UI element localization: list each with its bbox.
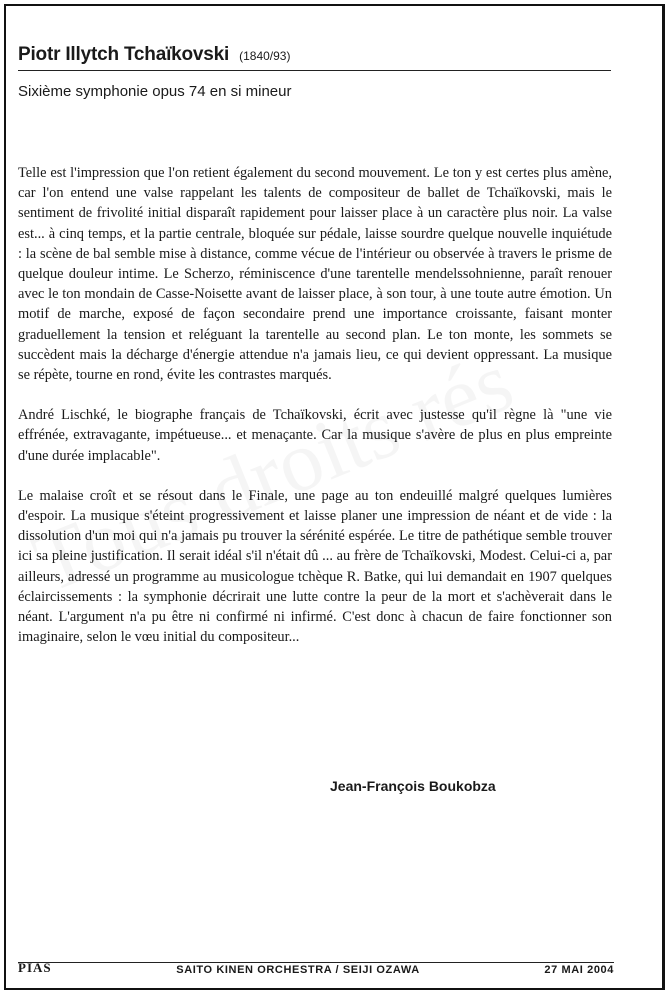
body-text xyxy=(18,163,612,667)
footer-orchestra: SAITO KINEN ORCHESTRA / SEIJI OZAWA xyxy=(176,964,420,976)
pias-logo: PIAS xyxy=(18,960,52,975)
author-signature: Jean-François Boukobza xyxy=(330,778,496,794)
paragraph-2: André Lischké, le biographe français de Tchaïkovski, écrit avec justesse qu'il règne là "une vie effrénée, extravagante, impétueuse... et menaçante. Car la musique s'avère de plus en plus empreinte d'une durée implacable". xyxy=(18,407,612,464)
header xyxy=(18,44,611,100)
footer-date: 27 MAI 2004 xyxy=(544,964,614,976)
title-line xyxy=(18,44,611,71)
paragraph-1: Telle est l'impression que l'on retient également du second mouvement. Le ton y est certes plus amène, car l'on entend une valse rappelant les talents de compositeur de ballet de Tchaïkovski, mais le sentiment de frivolité initial disparaît rapidement pour laisser place à un caractère plus noir. La valse est... à cinq temps, et la partie centrale, bloquée sur pédale, laisse sourdre quelque nouvelle inquiétude : la scène de bal semble mise à distance, comme vécue de l'intérieur ou observée à travers le prisme de quelque douleur intime. Le Scherzo, réminiscence d'une tarentelle mendelssohnienne, paraît renouer avec le ton mondain de Casse-Noisette avant de laisser place, à son tour, à une toute autre émotion. Un motif de marche, exposé de façon secondaire prend une importance croissante, faisant monter graduellement la tension et reléguant la tarentelle au second plan. Le ton monte, les sommets se succèdent mais la décharge d'énergie attendue n'a jamais lieu, ce qui devient oppressant. La musique se répète, tourne en rond, évite les contrastes marqués. xyxy=(18,165,612,384)
footer xyxy=(18,960,614,976)
composer-dates: (1840/93) xyxy=(239,49,291,63)
work-title: Sixième symphonie opus 74 en si mineur xyxy=(18,83,292,100)
paragraph-3: Le malaise croît et se résout dans le Finale, une page au ton endeuillé malgré quelques lumières d'espoir. La musique s'éteint progressivement et laisse planer une impression de néant et de vide : la dissolution d'un moi qui n'a jamais pu trouver la sérénité espérée. Le titre de pathétique semble trouver ici sa pleine justification. Il serait idéal s'il n'était dû ... au frère de Tchaïkovski, Modest. Celui-ci a, par ailleurs, adressé un programme au musicologue tchèque R. Batke, qui lui demandait en 1907 quelques éclaircissements : la symphonie décrirait une lutte contre la peur de la mort et s'achèverait dans le néant. L'argument n'a pu être ni confirmé ni infirmé. C'est donc à chacun de faire fonctionner son imaginaire, selon le vœu initial du compositeur... xyxy=(18,487,612,646)
composer-name: Piotr Illytch Tchaïkovski xyxy=(18,44,230,65)
